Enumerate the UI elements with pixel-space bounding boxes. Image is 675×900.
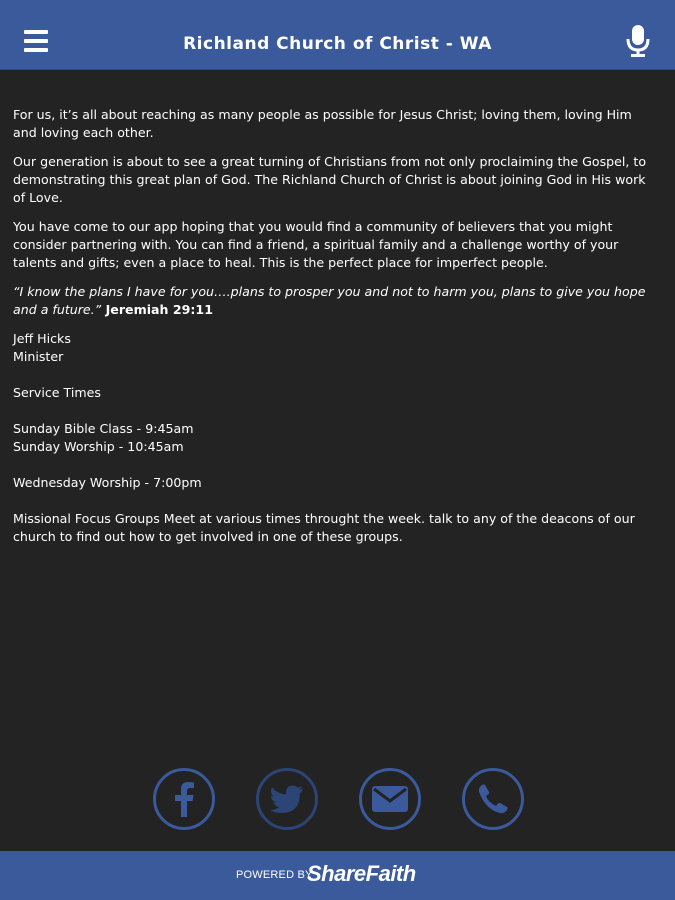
main-content bbox=[13, 106, 653, 546]
wednesday-worship: Wednesday Worship - 7:00pm bbox=[13, 475, 202, 490]
generation-paragraph: Our generation is about to see a great turning of Christians from not only proclaiming the Gospel, to demonstrating this great plan of God. The Richland Church of Christ is about joining God in His work of Love. bbox=[13, 154, 647, 205]
scripture-quote bbox=[13, 283, 653, 319]
email-button[interactable] bbox=[359, 768, 421, 830]
groups-paragraph: Missional Focus Groups Meet at various times throught the week. talk to any of the deacons of our church to find out how to get involved in one of these groups. bbox=[13, 511, 635, 544]
sunday-worship: Sunday Worship - 10:45am bbox=[13, 439, 184, 454]
facebook-icon bbox=[173, 781, 195, 817]
sunday-services bbox=[13, 420, 653, 456]
minister-title: Minister bbox=[13, 349, 64, 364]
sunday-bible-class: Sunday Bible Class - 9:45am bbox=[13, 421, 194, 436]
facebook-button[interactable] bbox=[153, 768, 215, 830]
twitter-button[interactable] bbox=[256, 768, 318, 830]
phone-icon bbox=[478, 784, 508, 814]
minister-name: Jeff Hicks bbox=[13, 331, 71, 346]
app-header bbox=[0, 0, 675, 70]
email-icon bbox=[372, 786, 408, 812]
service-heading: Service Times bbox=[13, 385, 101, 400]
sharefaith-logo[interactable]: ShareFaith bbox=[307, 861, 416, 886]
quote-text: “I know the plans I have for you….plans to prosper you and not to harm you, plans to give you hope and a future.” bbox=[13, 284, 646, 317]
microphone-icon[interactable] bbox=[624, 24, 652, 58]
page-title: Richland Church of Christ - WA bbox=[183, 34, 492, 54]
minister-block bbox=[13, 330, 653, 366]
social-links bbox=[0, 768, 675, 832]
community-paragraph: You have come to our app hoping that you would find a community of believers that you might consider partnering with. You can find a friend, a spiritual family and a challenge worthy of your talents and gifts; even a place to heal. This is the perfect place for imperfect people. bbox=[13, 219, 619, 270]
hamburger-menu-icon[interactable] bbox=[18, 28, 52, 56]
intro-paragraph: For us, it’s all about reaching as many people as possible for Jesus Christ; loving them, loving Him and loving each other. bbox=[13, 107, 632, 140]
twitter-icon bbox=[270, 785, 304, 813]
quote-reference: Jeremiah 29:11 bbox=[101, 302, 213, 317]
powered-by-label: POWERED BY bbox=[236, 869, 313, 881]
app-footer bbox=[0, 851, 675, 900]
phone-button[interactable] bbox=[462, 768, 524, 830]
